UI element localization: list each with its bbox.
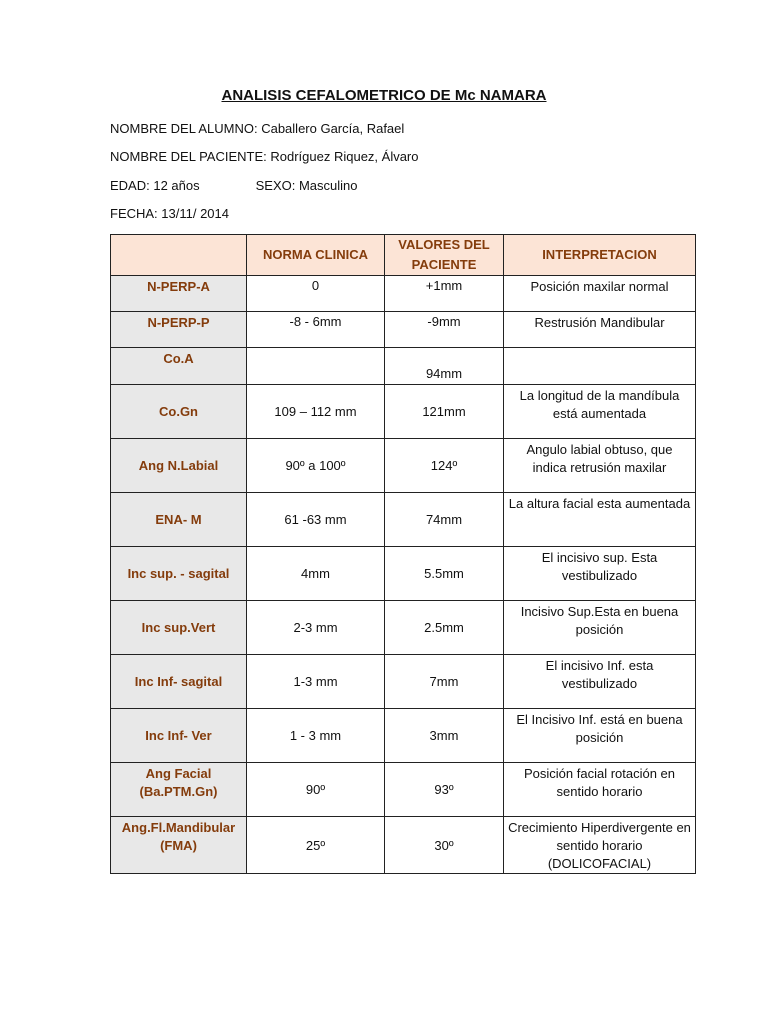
param-cell: Inc sup. - sagital bbox=[111, 547, 247, 601]
interp-cell: Posición facial rotación en sentido horario bbox=[504, 763, 696, 817]
norma-cell: 4mm bbox=[247, 547, 385, 601]
param-cell: Ang.Fl.Mandibular (FMA) bbox=[111, 817, 247, 874]
cephalometric-table bbox=[110, 234, 696, 874]
norma-cell: 0 bbox=[247, 276, 385, 312]
interp-cell: Angulo labial obtuso, que indica retrusión maxilar bbox=[504, 439, 696, 493]
table-row bbox=[111, 601, 696, 655]
table-row bbox=[111, 276, 696, 312]
valor-cell: 30º bbox=[385, 817, 504, 874]
param-cell: Ang N.Labial bbox=[111, 439, 247, 493]
param-cell: Inc Inf- Ver bbox=[111, 709, 247, 763]
valor-cell: 2.5mm bbox=[385, 601, 504, 655]
interp-cell: Crecimiento Hiperdivergente en sentido horario (DOLICOFACIAL) bbox=[504, 817, 696, 874]
document-title: ANALISIS CEFALOMETRICO DE Mc NAMARA bbox=[221, 87, 547, 104]
interp-cell: La longitud de la mandíbula está aumentada bbox=[504, 385, 696, 439]
valor-cell: 74mm bbox=[385, 493, 504, 547]
norma-cell: 1-3 mm bbox=[247, 655, 385, 709]
table-row bbox=[111, 439, 696, 493]
norma-cell: -8 - 6mm bbox=[247, 312, 385, 348]
valor-cell: 124º bbox=[385, 439, 504, 493]
valor-cell: 5.5mm bbox=[385, 547, 504, 601]
interp-cell: El incisivo Inf. esta vestibulizado bbox=[504, 655, 696, 709]
valor-cell: 3mm bbox=[385, 709, 504, 763]
table-header-row bbox=[111, 235, 696, 276]
param-cell: Co.A bbox=[111, 348, 247, 385]
interp-cell: Incisivo Sup.Esta en buena posición bbox=[504, 601, 696, 655]
norma-cell: 25º bbox=[247, 817, 385, 874]
header-valores: VALORES DEL PACIENTE bbox=[385, 235, 504, 276]
table-row bbox=[111, 763, 696, 817]
date-line: FECHA: 13/11/ 2014 bbox=[110, 206, 229, 221]
valor-cell: 7mm bbox=[385, 655, 504, 709]
norma-cell: 90º bbox=[247, 763, 385, 817]
table-row bbox=[111, 348, 696, 385]
valor-cell: 93º bbox=[385, 763, 504, 817]
valor-cell: -9mm bbox=[385, 312, 504, 348]
interp-cell bbox=[504, 348, 696, 385]
patient-name-line: NOMBRE DEL PACIENTE: Rodríguez Riquez, Álvaro bbox=[110, 149, 419, 164]
header-interpretacion: INTERPRETACION bbox=[504, 235, 696, 276]
table-row bbox=[111, 709, 696, 763]
param-cell: N-PERP-P bbox=[111, 312, 247, 348]
student-name-line: NOMBRE DEL ALUMNO: Caballero García, Rafael bbox=[110, 121, 405, 136]
age-sex-line bbox=[110, 178, 357, 193]
header-blank bbox=[111, 235, 247, 276]
param-cell: Inc Inf- sagital bbox=[111, 655, 247, 709]
table-row bbox=[111, 385, 696, 439]
valor-cell: 121mm bbox=[385, 385, 504, 439]
param-cell: N-PERP-A bbox=[111, 276, 247, 312]
sex-text: SEXO: Masculino bbox=[255, 178, 358, 193]
table-row bbox=[111, 312, 696, 348]
age-text: EDAD: 12 años bbox=[110, 178, 200, 193]
param-cell: Ang Facial (Ba.PTM.Gn) bbox=[111, 763, 247, 817]
interp-cell: El Incisivo Inf. está en buena posición bbox=[504, 709, 696, 763]
param-cell: ENA- M bbox=[111, 493, 247, 547]
norma-cell: 61 -63 mm bbox=[247, 493, 385, 547]
interp-cell: Posición maxilar normal bbox=[504, 276, 696, 312]
norma-cell: 90º a 100º bbox=[247, 439, 385, 493]
param-cell: Inc sup.Vert bbox=[111, 601, 247, 655]
table-row bbox=[111, 493, 696, 547]
valor-cell: 94mm bbox=[385, 348, 504, 385]
interp-cell: El incisivo sup. Esta vestibulizado bbox=[504, 547, 696, 601]
table-row bbox=[111, 655, 696, 709]
interp-cell: La altura facial esta aumentada bbox=[504, 493, 696, 547]
norma-cell: 1 - 3 mm bbox=[247, 709, 385, 763]
table-row bbox=[111, 817, 696, 874]
param-cell: Co.Gn bbox=[111, 385, 247, 439]
norma-cell bbox=[247, 348, 385, 385]
table-row bbox=[111, 547, 696, 601]
valor-cell: +1mm bbox=[385, 276, 504, 312]
interp-cell: Restrusión Mandibular bbox=[504, 312, 696, 348]
norma-cell: 109 – 112 mm bbox=[247, 385, 385, 439]
header-norma: NORMA CLINICA bbox=[247, 235, 385, 276]
norma-cell: 2-3 mm bbox=[247, 601, 385, 655]
